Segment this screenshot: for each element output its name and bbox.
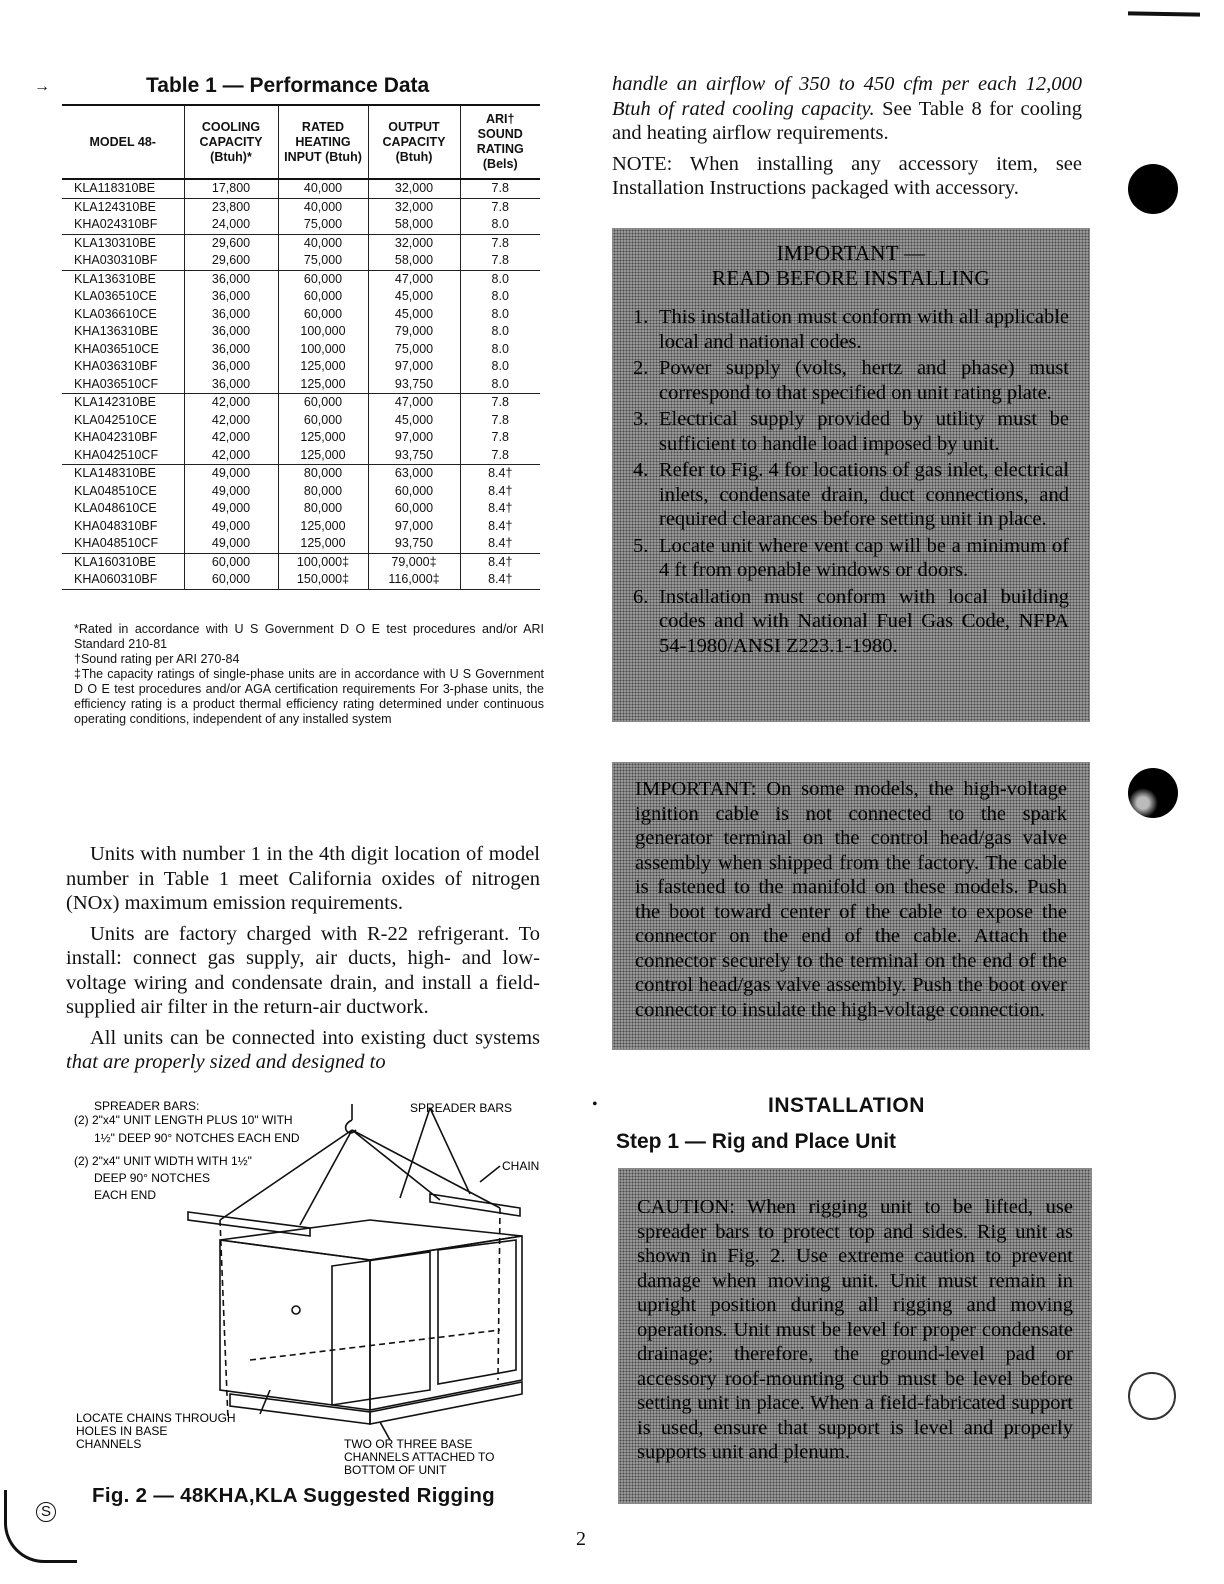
table-row <box>62 535 540 553</box>
table-cell: 36,000 <box>184 306 278 324</box>
table-row <box>62 429 540 447</box>
table-cell: 36,000 <box>184 341 278 359</box>
table-cell: 60,000 <box>278 270 368 288</box>
table-cell: 150,000‡ <box>278 571 368 589</box>
table-row <box>62 179 540 198</box>
page-number: 2 <box>576 1528 586 1550</box>
table-row <box>62 412 540 430</box>
box-title-line: IMPORTANT — <box>776 241 926 265</box>
table-cell: 7.8 <box>460 198 540 216</box>
table-cell: 36,000 <box>184 376 278 394</box>
table-cell: KHA136310BE <box>74 324 159 339</box>
table-cell: KHA048510CF <box>62 535 184 553</box>
table-cell: KLA160310BE <box>74 554 157 569</box>
table-row <box>62 500 540 518</box>
table-cell: 60,000 <box>368 483 460 501</box>
ignition-cable-important-box <box>612 762 1090 1050</box>
figure-label: LOCATE CHAINS THROUGH <box>76 1411 236 1425</box>
table-cell: 42,000 <box>184 429 278 447</box>
footnote: †Sound rating per ARI 270-84 <box>74 652 240 666</box>
performance-table <box>62 104 540 590</box>
column-header: RATED HEATING INPUT (Btuh) <box>278 105 368 179</box>
list-item-number: 4. <box>633 459 649 481</box>
table-cell: 49,000 <box>184 518 278 536</box>
table-cell: 45,000 <box>368 306 460 324</box>
table-cell: 60,000 <box>184 571 278 589</box>
table-row <box>62 376 540 394</box>
table-row <box>62 358 540 376</box>
table-cell: 47,000 <box>368 394 460 412</box>
box-title-line: READ BEFORE INSTALLING <box>712 266 990 290</box>
table-cell: 97,000 <box>368 429 460 447</box>
table-row <box>62 270 540 288</box>
table-cell: KLA036510CE <box>74 289 157 304</box>
table-cell: 40,000 <box>278 179 368 198</box>
paragraph-italic-text: handle an airflow of 350 to 450 cfm per each 12,000 Btuh of rated cooling capacity. <box>612 73 1082 120</box>
chain-line <box>352 1130 440 1200</box>
table-cell: KHA036510CF <box>62 376 184 394</box>
figure-label: CHAIN <box>502 1159 540 1173</box>
table-row <box>62 288 540 306</box>
table-cell: 75,000 <box>278 252 368 270</box>
table-cell: 7.8 <box>460 447 540 465</box>
table-cell: 8.0 <box>460 306 540 324</box>
table-row <box>62 394 540 412</box>
table-cell: 8.4† <box>460 535 540 553</box>
list-item-text: Installation must conform with local building codes and with National Fuel Gas Code, NFPA 54-1980/ANSI Z223.1-1980. <box>659 585 1069 657</box>
table-cell: 125,000 <box>278 518 368 536</box>
list-item-number: 3. <box>633 408 649 430</box>
figure-label: SPREADER BARS <box>410 1101 513 1115</box>
paragraph-italic-text: that are properly sized and designed to <box>66 1051 386 1073</box>
list-item <box>633 356 1069 405</box>
hook-icon <box>346 1104 356 1133</box>
access-panel <box>438 1240 516 1384</box>
table-cell: 40,000 <box>278 198 368 216</box>
table-row <box>62 341 540 359</box>
table-cell: 8.0 <box>460 376 540 394</box>
table-cell: KHA042510CF <box>62 447 184 465</box>
figure-label: 1½" DEEP 90° NOTCHES EACH END <box>94 1131 300 1145</box>
chain-line <box>352 1130 500 1208</box>
table-cell: 8.4† <box>460 500 540 518</box>
note-paragraph: NOTE: When installing any accessory item, see Installation Instructions packaged with accessory. <box>612 152 1082 199</box>
table-cell: 60,000 <box>278 394 368 412</box>
rigging-diagram <box>70 1090 550 1482</box>
step-heading: Step 1 — Rig and Place Unit <box>616 1130 897 1153</box>
paragraph-text: All units can be connected into existing duct systems <box>90 1026 540 1049</box>
table-cell: KLA036610CE <box>74 306 157 321</box>
table-cell: 79,000 <box>368 323 460 341</box>
table-cell: 36,000 <box>184 323 278 341</box>
right-top-text <box>612 72 1082 207</box>
punch-hole <box>1128 164 1178 214</box>
table-cell: 125,000 <box>278 376 368 394</box>
table-cell: 49,000 <box>184 500 278 518</box>
table-cell: 29,600 <box>184 234 278 252</box>
list-item-number: 2. <box>633 357 649 379</box>
table-cell: 8.4† <box>460 571 540 589</box>
list-item-number: 5. <box>633 534 649 557</box>
table-cell: 40,000 <box>278 234 368 252</box>
spreader-bar <box>430 1194 520 1216</box>
table-cell: 36,000 <box>184 358 278 376</box>
paragraph: Units with number 1 in the 4th digit location of model number in Table 1 meet California oxides of nitrogen (NOx) maximum emission requirements. <box>66 843 540 914</box>
table-row <box>62 571 540 589</box>
list-item-text: This installation must conform with all applicable local and national codes. <box>659 306 1069 353</box>
table-cell: 75,000 <box>368 341 460 359</box>
left-body-text <box>66 842 540 1081</box>
figure-label: BOTTOM OF UNIT <box>344 1463 447 1477</box>
table-cell: 42,000 <box>184 394 278 412</box>
table-cell: 49,000 <box>184 535 278 553</box>
table-row <box>62 198 540 216</box>
table-cell: 7.8 <box>460 412 540 430</box>
table-cell: 8.0 <box>460 341 540 359</box>
table-cell: 80,000 <box>278 465 368 483</box>
table-cell: 125,000 <box>278 429 368 447</box>
table-row <box>62 447 540 465</box>
table-cell: 7.8 <box>460 179 540 198</box>
unit-front <box>220 1240 370 1410</box>
hidden-edge <box>250 1330 500 1360</box>
table-cell: 8.4† <box>460 483 540 501</box>
figure-label: CHANNELS <box>76 1437 142 1451</box>
table-body <box>62 179 540 589</box>
table-cell: 97,000 <box>368 358 460 376</box>
table-cell: 80,000 <box>278 483 368 501</box>
table-cell: 7.8 <box>460 429 540 447</box>
punch-hole <box>1128 1372 1176 1420</box>
table-cell: 42,000 <box>184 412 278 430</box>
table-cell: 45,000 <box>368 412 460 430</box>
table-cell: KLA048610CE <box>74 501 157 516</box>
figure-caption: Fig. 2 — 48KHA,KLA Suggested Rigging <box>92 1484 495 1507</box>
table-cell: 60,000 <box>278 306 368 324</box>
important-list <box>633 305 1069 658</box>
figure-label: EACH END <box>94 1188 157 1202</box>
table-cell: 63,000 <box>368 465 460 483</box>
table-row <box>62 306 540 324</box>
list-item <box>633 407 1069 456</box>
table-cell: KLA042510CE <box>74 412 157 427</box>
table-cell: 7.8 <box>460 394 540 412</box>
table-row <box>62 518 540 536</box>
table-cell: 32,000 <box>368 198 460 216</box>
chain-line <box>300 1130 352 1225</box>
leader-line <box>480 1166 500 1182</box>
corner-mark <box>1128 11 1200 16</box>
table-cell: 8.4† <box>460 553 540 571</box>
column-header: COOLING CAPACITY (Btuh)* <box>184 105 278 179</box>
box-title <box>613 241 1089 291</box>
table-cell: 29,600 <box>184 252 278 270</box>
vent-icon <box>292 1306 300 1314</box>
table-cell: 36,000 <box>184 288 278 306</box>
table-cell: 58,000 <box>368 216 460 234</box>
list-item <box>633 534 1069 583</box>
table-cell: 17,800 <box>184 179 278 198</box>
table-cell: 60,000 <box>184 553 278 571</box>
table-cell: 8.0 <box>460 270 540 288</box>
table-cell: 24,000 <box>184 216 278 234</box>
list-item-text: Electrical supply provided by utility must be sufficient to handle load imposed by unit. <box>659 408 1069 455</box>
list-item-text: Locate unit where vent cap will be a minimum of 4 ft from openable windows or doors. <box>659 534 1069 581</box>
table-cell: KLA130310BE <box>74 235 157 250</box>
figure-label: (2) 2"x4" UNIT WIDTH WITH 1½" <box>74 1154 252 1168</box>
bullet-icon: • <box>592 1096 598 1113</box>
table-row <box>62 323 540 341</box>
column-header: ARI† SOUND RATING (Bels) <box>460 105 540 179</box>
paragraph <box>66 1026 540 1075</box>
installation-heading: INSTALLATION <box>768 1094 925 1117</box>
table-cell: 93,750 <box>368 376 460 394</box>
arrow-icon: → <box>34 78 50 95</box>
table-cell: 97,000 <box>368 518 460 536</box>
table-cell: 8.0 <box>460 288 540 306</box>
caution-box <box>618 1168 1092 1504</box>
list-item-number: 1. <box>633 306 649 328</box>
table-cell: 60,000 <box>368 500 460 518</box>
important-read-before-installing-box <box>612 228 1090 722</box>
table-row <box>62 252 540 270</box>
table-cell: KLA148310BE <box>74 466 157 481</box>
table-cell: 42,000 <box>184 447 278 465</box>
table-cell: 8.0 <box>460 216 540 234</box>
table-cell: 8.4† <box>460 465 540 483</box>
paragraph <box>612 72 1082 146</box>
table-cell: KLA118310BE <box>62 179 184 198</box>
table-cell: 23,800 <box>184 198 278 216</box>
figure-label: SPREADER BARS: <box>94 1099 200 1113</box>
table-cell: 60,000 <box>278 288 368 306</box>
table-cell: KHA024310BF <box>62 216 184 234</box>
table-cell: 47,000 <box>368 270 460 288</box>
paragraph-text: See Table 8 for cooling and heating airflow requirements. <box>612 97 1083 144</box>
table-cell: KHA036310BF <box>74 359 158 374</box>
table-cell: KHA030310BF <box>62 252 184 270</box>
table-row <box>62 234 540 252</box>
figure-label: HOLES IN BASE <box>76 1424 168 1438</box>
table-cell: 49,000 <box>184 465 278 483</box>
figure-label: TWO OR THREE BASE <box>344 1437 473 1451</box>
footnote: *Rated in accordance with U S Government D O E test procedures and/or ARI Standard 210-81 <box>74 622 544 651</box>
table-row <box>62 216 540 234</box>
table-cell: KLA048510CE <box>74 483 157 498</box>
edge-mark <box>4 1490 77 1563</box>
table-cell: KHA060310BF <box>62 571 184 589</box>
table-cell: 49,000 <box>184 483 278 501</box>
table-row <box>62 553 540 571</box>
table-cell: 100,000 <box>278 341 368 359</box>
table-cell: KLA136310BE <box>74 271 157 286</box>
column-header: OUTPUT CAPACITY (Btuh) <box>368 105 460 179</box>
table-cell: 116,000‡ <box>368 571 460 589</box>
figure-label: DEEP 90° NOTCHES <box>94 1171 210 1185</box>
unit-top <box>220 1220 522 1260</box>
table-title: Table 1 — Performance Data <box>146 74 430 97</box>
base-channel <box>370 1382 522 1424</box>
table-cell: 32,000 <box>368 234 460 252</box>
table-row <box>62 465 540 483</box>
punch-hole <box>1128 768 1178 818</box>
leader-line <box>400 1108 430 1198</box>
table-cell: 93,750 <box>368 447 460 465</box>
spreader-bar <box>188 1212 310 1236</box>
table-cell: 7.8 <box>460 234 540 252</box>
table-cell: 100,000 <box>278 323 368 341</box>
paragraph: Units are factory charged with R-22 refrigerant. To install: connect gas supply, air ducts, high- and low-voltage wiring and condensate drain, and install a field-supplied air filter in the return-air ductwork. <box>66 922 540 1018</box>
figure-label: CHANNELS ATTACHED TO <box>344 1450 495 1464</box>
footnote: ‡The capacity ratings of single-phase units are in accordance with U S Government D O E test procedures and/or AGA certification requirements For 3-phase units, the efficiency rating is a product thermal efficiency rating determined under continuous operating conditions, independent of any installed system <box>74 667 544 726</box>
table-header-row <box>62 105 540 179</box>
table-cell: 75,000 <box>278 216 368 234</box>
table-cell: 125,000 <box>278 447 368 465</box>
table-cell: 60,000 <box>278 412 368 430</box>
table-footnotes <box>74 622 544 727</box>
table-cell: 8.4† <box>460 518 540 536</box>
table-cell: KLA142310BE <box>74 395 157 410</box>
table-cell: 80,000 <box>278 500 368 518</box>
table-cell: KHA042310BF <box>74 430 158 445</box>
table-cell: 125,000 <box>278 535 368 553</box>
table-cell: 79,000‡ <box>368 553 460 571</box>
access-panel <box>332 1252 430 1405</box>
figure-label: (2) 2"x4" UNIT LENGTH PLUS 10" WITH <box>74 1113 293 1127</box>
column-header: MODEL 48- <box>62 105 184 179</box>
registered-mark-icon: S <box>36 1502 56 1522</box>
list-item-text: Power supply (volts, hertz and phase) must correspond to that specified on unit rating plate. <box>659 357 1069 404</box>
table-cell: 58,000 <box>368 252 460 270</box>
table-cell: KHA048310BF <box>74 518 158 533</box>
table-cell: 8.0 <box>460 323 540 341</box>
table-cell: 45,000 <box>368 288 460 306</box>
table-cell: 32,000 <box>368 179 460 198</box>
base-channel <box>230 1394 370 1424</box>
table-cell: 100,000‡ <box>278 553 368 571</box>
important-text: IMPORTANT: On some models, the high-voltage ignition cable is not connected to the spark generator terminal on the control head/gas valve assembly when shipped from the factory. The cable is fastened to the manifold on these models. Push the boot toward center of the cable to expose the connector on the end of the cable. Attach the connector securely to the terminal on the end of the control head/gas valve assembly. Push the boot over connector to insulate the high-voltage connection. <box>635 778 1067 1021</box>
list-item-text: Refer to Fig. 4 for locations of gas inlet, electrical inlets, condensate drain, duct connections, and required clearances before setting unit in place. <box>659 459 1069 530</box>
table-cell: KLA124310BE <box>74 199 157 214</box>
list-item-number: 6. <box>633 585 649 608</box>
list-item <box>633 585 1069 659</box>
list-item <box>633 458 1069 532</box>
table-row <box>62 483 540 501</box>
table-cell: 36,000 <box>184 270 278 288</box>
table-cell: 93,750 <box>368 535 460 553</box>
table-cell: 125,000 <box>278 358 368 376</box>
table-cell: KHA036510CE <box>74 341 159 356</box>
table-cell: 7.8 <box>460 252 540 270</box>
caution-text: CAUTION: When rigging unit to be lifted, use spreader bars to protect top and sides. Rig unit as shown in Fig. 2. Use extreme caution to prevent damage when moving unit. Unit must remain in upright position during all rigging and moving operations. Unit must be level for proper condensate drainage; therefore, the ground-level pad or accessory roof-mounting curb must be level before setting unit in place. When a field-fabricated support is used, ensure that support is level and properly supports unit and plenum. <box>637 1196 1073 1463</box>
list-item <box>633 305 1069 354</box>
table-cell: 8.0 <box>460 358 540 376</box>
